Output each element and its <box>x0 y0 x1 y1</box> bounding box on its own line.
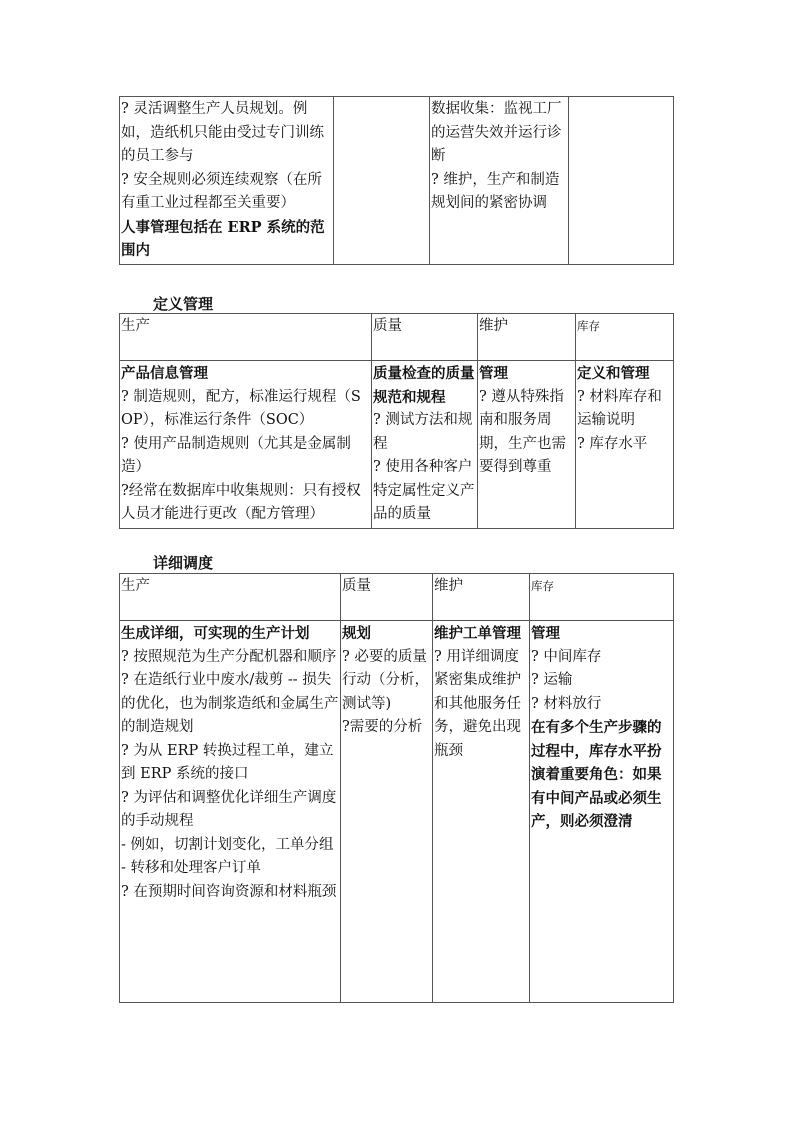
cell-text: ? 测试方法和规程 <box>373 412 473 452</box>
cell-text: ? 使用产品制造规则（尤其是金属制造） <box>121 435 351 475</box>
table1-text: ? 灵活调整生产人员规划。例如，造纸机只能由受过专门训练的员工参与 <box>121 101 324 164</box>
header-maintenance: 维护 <box>433 574 530 621</box>
cell-text: ? 为评估和调整优化详细生产调度的手动规程 <box>121 789 337 829</box>
cell-inventory <box>530 621 674 1003</box>
cell-text: ? 中间库存 <box>531 648 602 665</box>
header-quality: 质量 <box>372 314 478 361</box>
table1-cell-staffing <box>120 97 334 265</box>
table1-cell-empty <box>569 97 674 265</box>
cell-bold-text: 在有多个生产步骤的过程中，库存水平扮演着重要角色：如果有中间产品或必须生产，则必须澄清 <box>531 719 662 830</box>
cell-text: ? 运输 <box>531 672 573 688</box>
section-title-detailed-scheduling: 详细调度 <box>153 554 214 572</box>
cell-text: ? 材料库存和运输说明 <box>577 388 662 428</box>
cell-quality <box>372 361 478 529</box>
cell-production <box>120 621 341 1003</box>
cell-heading: 管理 <box>479 365 508 382</box>
table1-text: ? 安全规则必须连续观察（在所有重工业过程都至关重要） <box>121 171 322 211</box>
cell-production <box>120 361 372 529</box>
cell-heading: 维护工单管理 <box>434 625 521 642</box>
header-production: 生产 <box>120 314 372 361</box>
cell-text: ? 为从 ERP 转换过程工单，建立到 ERP 系统的接口 <box>121 742 334 782</box>
cell-text: ? 必要的质量行动（分析，测试等) <box>342 648 429 712</box>
cell-heading: 定义和管理 <box>577 365 650 382</box>
cell-heading: 生成详细，可实现的生产计划 <box>121 625 310 642</box>
header-production: 生产 <box>120 574 341 621</box>
table1-text: ? 维护，生产和制造规划间的紧密协调 <box>431 171 560 211</box>
cell-heading: 规划 <box>342 625 371 642</box>
header-inventory: 库存 <box>530 574 674 621</box>
cell-heading: 管理 <box>531 625 560 642</box>
cell-text: ? 用详细调度紧密集成维护和其他服务任务，避免出现瓶颈 <box>434 648 521 759</box>
table1-bold-text: 人事管理包括在 ERP 系统的范围内 <box>121 218 325 259</box>
cell-text: ? 使用各种客户特定属性定义产品的质量 <box>373 459 475 522</box>
detailed-scheduling-table <box>119 573 674 1003</box>
cell-heading: 产品信息管理 <box>121 365 208 382</box>
cell-inventory <box>576 361 674 529</box>
cell-text: ? 按照规范为生产分配机器和顺序 <box>121 648 337 665</box>
table1-cell-empty <box>334 97 430 265</box>
header-quality: 质量 <box>341 574 433 621</box>
table1-text: 数据收集：监视工厂的运营失效并运行诊断 <box>431 101 562 164</box>
cell-text: ?经常在数据库中收集规则：只有授权人员才能进行更改（配方管理） <box>121 482 361 522</box>
cell-heading: 质量检查的质量规范和规程 <box>373 365 475 406</box>
table1-cell-data-collection <box>430 97 569 265</box>
definition-management-table <box>119 313 674 529</box>
table-continued <box>119 96 674 265</box>
cell-text: - 例如，切割计划变化，工单分组 <box>121 836 334 853</box>
cell-text: ? 材料放行 <box>531 695 602 712</box>
cell-text: ? 遵从特殊指南和服务周期，生产也需要得到尊重 <box>479 388 566 475</box>
cell-maintenance <box>478 361 576 529</box>
cell-text: ? 库存水平 <box>577 435 648 452</box>
cell-maintenance <box>433 621 530 1003</box>
header-maintenance: 维护 <box>478 314 576 361</box>
header-inventory: 库存 <box>576 314 674 361</box>
cell-text: - 转移和处理客户订单 <box>121 860 262 876</box>
cell-text: ? 制造规则，配方，标准运行规程（SOP），标准运行条件（SOC） <box>121 388 361 428</box>
cell-quality <box>341 621 433 1003</box>
cell-text: ? 在造纸行业中废水/裁剪 -- 损失的优化，也为制浆造纸和金属生产的制造规划 <box>121 672 339 735</box>
section-title-definition-management: 定义管理 <box>153 295 214 313</box>
cell-text: ? 在预期时间咨询资源和材料瓶颈 <box>121 883 337 900</box>
cell-text: ?需要的分析 <box>342 719 423 735</box>
